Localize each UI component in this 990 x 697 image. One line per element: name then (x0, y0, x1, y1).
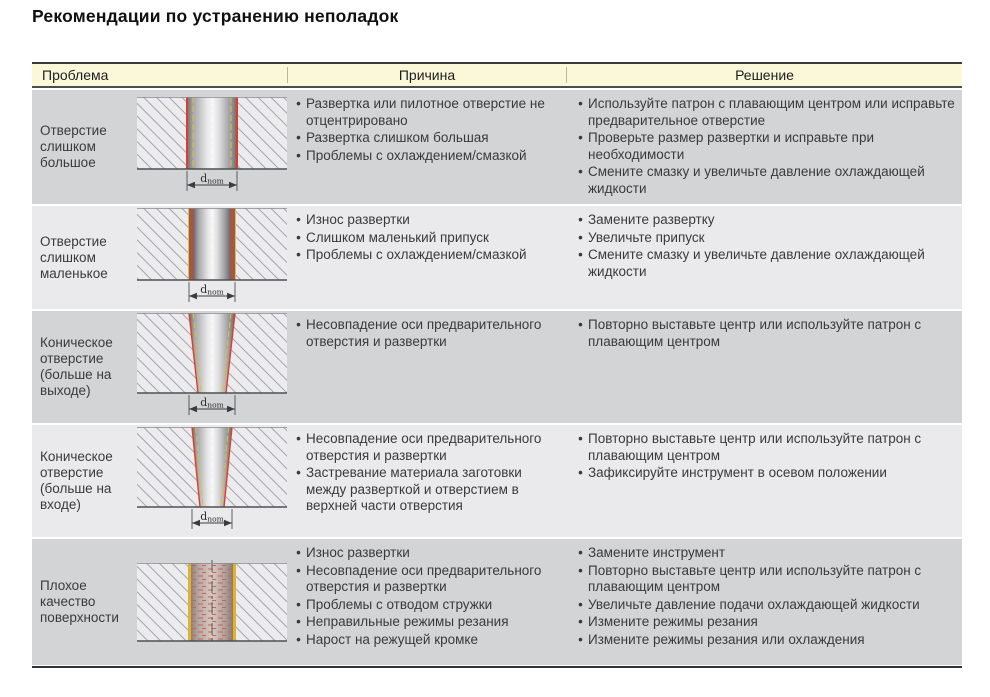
dimension (192, 509, 232, 529)
bullet-dot: • (578, 164, 583, 179)
table-row (32, 311, 962, 423)
bullet-item (573, 164, 960, 197)
bullet-item (291, 130, 565, 147)
conical-hole-entrance-diagram (137, 427, 287, 535)
solutions-cell (567, 539, 962, 665)
bullet-item (573, 614, 960, 631)
bullet-dot: • (296, 431, 301, 446)
dnom-label: dnom (200, 510, 224, 524)
diagram-wrap (137, 560, 287, 644)
bullet-text: Используйте патрон с плавающим центром или исправьте предварительное отверстие (588, 96, 955, 128)
table-row (32, 206, 962, 309)
bullet-text: Проблемы с отводом стружки (306, 596, 493, 612)
bullet-item (573, 212, 960, 229)
problem-cell (32, 206, 287, 309)
bullet-item (291, 96, 565, 129)
problem-label: Коническое отверстие (больше на выходе) (40, 335, 113, 398)
bullet-text: Замените развертку (588, 212, 715, 227)
problem-label: Плохое качество поверхности (40, 578, 119, 625)
causes-cell (287, 539, 567, 665)
bullet-item (573, 230, 960, 247)
dnom-label: dnom (200, 396, 224, 410)
bullet-text: Неправильные режимы резания (306, 614, 509, 629)
bullet-text: Повторно выставьте центр или используйте патрон с плавающим центром (588, 431, 922, 463)
hole-too-small-diagram (137, 208, 287, 308)
bullet-item (291, 148, 565, 165)
dimension (189, 282, 235, 302)
bullet-item (291, 597, 565, 614)
problem-cell (32, 539, 287, 665)
bullet-text: Увеличьте давление подачи охлаждающей жидкости (588, 596, 920, 612)
bullet-item (291, 614, 565, 631)
header-cause: Причина (287, 67, 567, 83)
bullet-dot: • (296, 317, 301, 332)
bullet-item (573, 545, 960, 562)
bullet-dot: • (578, 431, 583, 446)
diagram-wrap (137, 427, 287, 535)
bullet-text: Слишком маленький припуск (306, 229, 489, 245)
diagram-wrap (137, 97, 287, 197)
bullet-item (291, 545, 565, 562)
bullet-text: Несовпадение оси предварительного отверстия и развертки (306, 562, 542, 594)
bullet-item (291, 632, 565, 649)
bullet-dot: • (296, 596, 301, 612)
bullet-text: Износ развертки (306, 545, 410, 560)
bullet-text: Смените смазку и увеличьте давление охлаждающей жидкости (588, 247, 925, 279)
bullet-dot: • (578, 247, 583, 262)
problem-label: Отверстие слишком большое (40, 123, 107, 170)
bullet-dot: • (578, 614, 583, 629)
bullet-item (291, 465, 565, 515)
problem-label: Коническое отверстие (больше на входе) (40, 449, 113, 512)
bullet-item (291, 247, 565, 264)
dnom-label: dnom (200, 172, 224, 186)
problem-cell (32, 90, 287, 204)
bullet-text: Повторно выставьте центр или используйте патрон с плавающим центром (588, 317, 922, 349)
bullet-text: Несовпадение оси предварительного отверстия и развертки (306, 431, 542, 463)
table-row (32, 539, 962, 665)
bullet-item (573, 465, 960, 482)
bullet-item (573, 317, 960, 350)
wear-band (189, 208, 194, 280)
bullet-item (573, 431, 960, 464)
bullet-item (573, 632, 960, 649)
table-header-row (32, 62, 962, 88)
problem-cell (32, 311, 287, 423)
conical-hole-exit-diagram (137, 313, 287, 421)
bullet-text: Износ развертки (306, 212, 410, 227)
bullet-dot: • (578, 631, 583, 647)
troubleshooting-table (32, 62, 962, 668)
solutions-cell (567, 311, 962, 423)
bullet-item (291, 563, 565, 596)
bullet-text: Проблемы с охлаждением/смазкой (306, 247, 527, 262)
bullet-text: Смените смазку и увеличьте давление охлаждающей жидкости (588, 164, 925, 196)
dimension (189, 395, 235, 415)
bullet-dot: • (578, 212, 583, 227)
bullet-item (573, 247, 960, 280)
bullet-dot: • (296, 229, 301, 245)
bullet-text: Проверьте размер развертки и исправьте при необходимости (588, 130, 875, 162)
bullet-dot: • (578, 317, 583, 332)
problem-label: Отверстие слишком маленькое (40, 233, 108, 281)
poor-surface-diagram (137, 560, 287, 644)
bullet-text: Измените режимы резания или охлаждения (588, 631, 865, 647)
bullet-text: Зафиксируйте инструмент в осевом положении (588, 465, 887, 480)
bullet-item (573, 130, 960, 163)
bullet-dot: • (578, 130, 583, 145)
bullet-text: Несовпадение оси предварительного отверстия и развертки (306, 317, 542, 349)
diagram-wrap (137, 208, 287, 308)
bullet-dot: • (296, 545, 301, 560)
bullet-text: Развертка или пилотное отверстие не отцентрировано (306, 96, 545, 128)
bullet-dot: • (296, 147, 301, 163)
bullet-dot: • (296, 130, 301, 145)
causes-cell (287, 425, 567, 537)
causes-cell (287, 206, 567, 309)
bullet-item (573, 96, 960, 129)
bullet-item (573, 597, 960, 614)
wear-band (230, 208, 235, 280)
table-row (32, 425, 962, 537)
problem-cell (32, 425, 287, 537)
bullet-item (291, 212, 565, 229)
hole-too-large-diagram (137, 97, 287, 197)
bullet-text: Увеличьте припуск (588, 229, 705, 245)
bullet-text: Повторно выставьте центр или используйте патрон с плавающим центром (588, 562, 922, 594)
dimension (187, 171, 237, 191)
bullet-dot: • (296, 96, 301, 111)
bullet-text: Замените инструмент (588, 545, 726, 560)
bullet-item (291, 431, 565, 464)
diagram-wrap (137, 313, 287, 421)
bullet-dot: • (296, 212, 301, 227)
bullet-dot: • (578, 96, 583, 111)
bullet-text: Застревание материала заготовки между разверткой и отверстием в верхней части отверстия (306, 465, 522, 513)
bullet-dot: • (296, 562, 301, 578)
causes-cell (287, 311, 567, 423)
dnom-label: dnom (200, 282, 224, 296)
bullet-text: Нарост на режущей кромке (306, 631, 478, 647)
solutions-cell (567, 90, 962, 204)
bullet-dot: • (578, 229, 583, 245)
bullet-dot: • (296, 631, 301, 647)
bullet-text: Развертка слишком большая (306, 130, 489, 145)
table-bottom-border (32, 666, 962, 668)
bullet-dot: • (296, 247, 301, 262)
table-row (32, 90, 962, 204)
solutions-cell (567, 206, 962, 309)
header-problem: Проблема (42, 67, 109, 83)
bullet-dot: • (578, 562, 583, 578)
bullet-item (291, 317, 565, 350)
causes-cell (287, 90, 567, 204)
bullet-dot: • (296, 465, 301, 480)
header-solution: Решение (735, 67, 794, 83)
bullet-text: Проблемы с охлаждением/смазкой (306, 147, 527, 163)
bullet-dot: • (578, 545, 583, 560)
bullet-dot: • (578, 465, 583, 480)
bullet-item (291, 230, 565, 247)
bullet-text: Измените режимы резания (588, 614, 758, 629)
solutions-cell (567, 425, 962, 537)
bullet-item (573, 563, 960, 596)
page-title: Рекомендации по устранению неполадок (32, 6, 399, 26)
bullet-dot: • (296, 614, 301, 629)
bullet-dot: • (578, 596, 583, 612)
